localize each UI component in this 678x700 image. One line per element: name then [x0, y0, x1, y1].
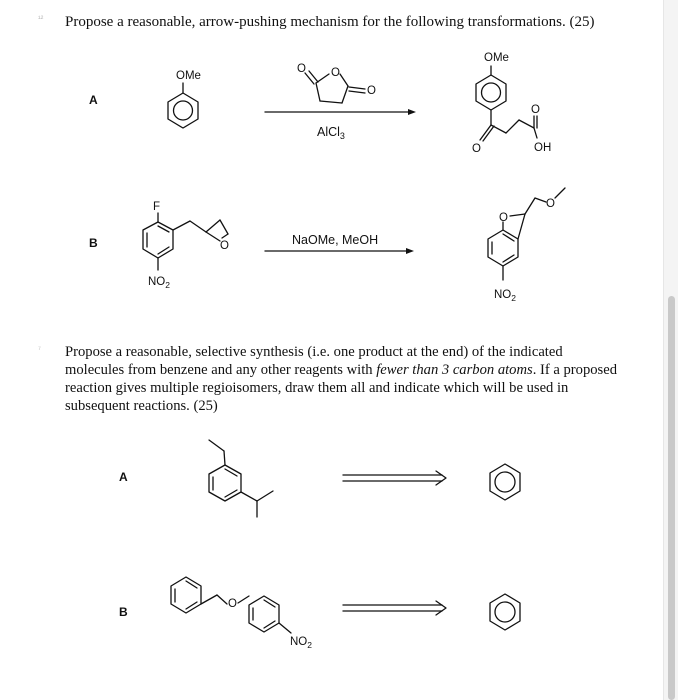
reagent-alcl3: AlCl$_3$: [317, 125, 345, 141]
scrollbar-track[interactable]: [663, 0, 678, 700]
retrosynthesis-arrow-b: [343, 601, 446, 615]
target-b-label: B: [119, 605, 128, 619]
question-2-prompt: Propose a reasonable, selective synthesis (i.e. one product at the end) of the indicated molecules from benzene and any other reagents with fewer than 3 carbon atoms. If a proposed reaction gives multiple regioisomers, draw them all and indicate which will be used in subsequent reactions. (25): [65, 344, 617, 414]
svg-text:O: O: [220, 240, 229, 252]
svg-text:O: O: [228, 598, 237, 610]
anisole-structure: [168, 70, 201, 128]
target-a-label: A: [119, 470, 128, 484]
benzene-b-structure: [490, 594, 520, 630]
svg-text:O: O: [367, 85, 376, 97]
no2-group: $NO_2$: [494, 289, 516, 303]
no2-group: $NO_2$: [290, 636, 312, 650]
benzene-a-structure: [490, 464, 520, 500]
scrollbar-thumb[interactable]: [668, 296, 675, 700]
svg-text:O: O: [531, 104, 540, 116]
target-a-structure: [209, 440, 273, 517]
succinic-anhydride-structure: [297, 63, 376, 103]
product-a-structure: [472, 52, 551, 155]
reagent-naome: NaOMe, MeOH: [292, 233, 379, 247]
margin-mark: ¹²: [38, 14, 44, 23]
svg-text:OMe: OMe: [484, 52, 509, 64]
question-1-prompt: Propose a reasonable, arrow-pushing mechanism for the following transformations. (25): [65, 14, 595, 30]
rxn-b-label: B: [89, 236, 98, 250]
rxn-a-label: A: [89, 93, 98, 107]
svg-text:O: O: [499, 212, 508, 224]
svg-text:F: F: [153, 201, 161, 213]
no2-group: $NO_2$: [148, 276, 170, 290]
ome-group: OMe: [176, 70, 201, 82]
target-b-structure: [171, 577, 312, 650]
retrosynthesis-arrow-a: [343, 471, 446, 485]
svg-text:O: O: [331, 67, 340, 79]
margin-mark: ⁷: [38, 345, 41, 354]
svg-text:OH: OH: [534, 142, 552, 154]
svg-text:O: O: [546, 198, 555, 210]
svg-text:O: O: [297, 63, 306, 75]
product-b-structure: [488, 188, 565, 303]
svg-text:O: O: [472, 143, 481, 155]
fluoronitro-epoxide-structure: [143, 201, 229, 290]
